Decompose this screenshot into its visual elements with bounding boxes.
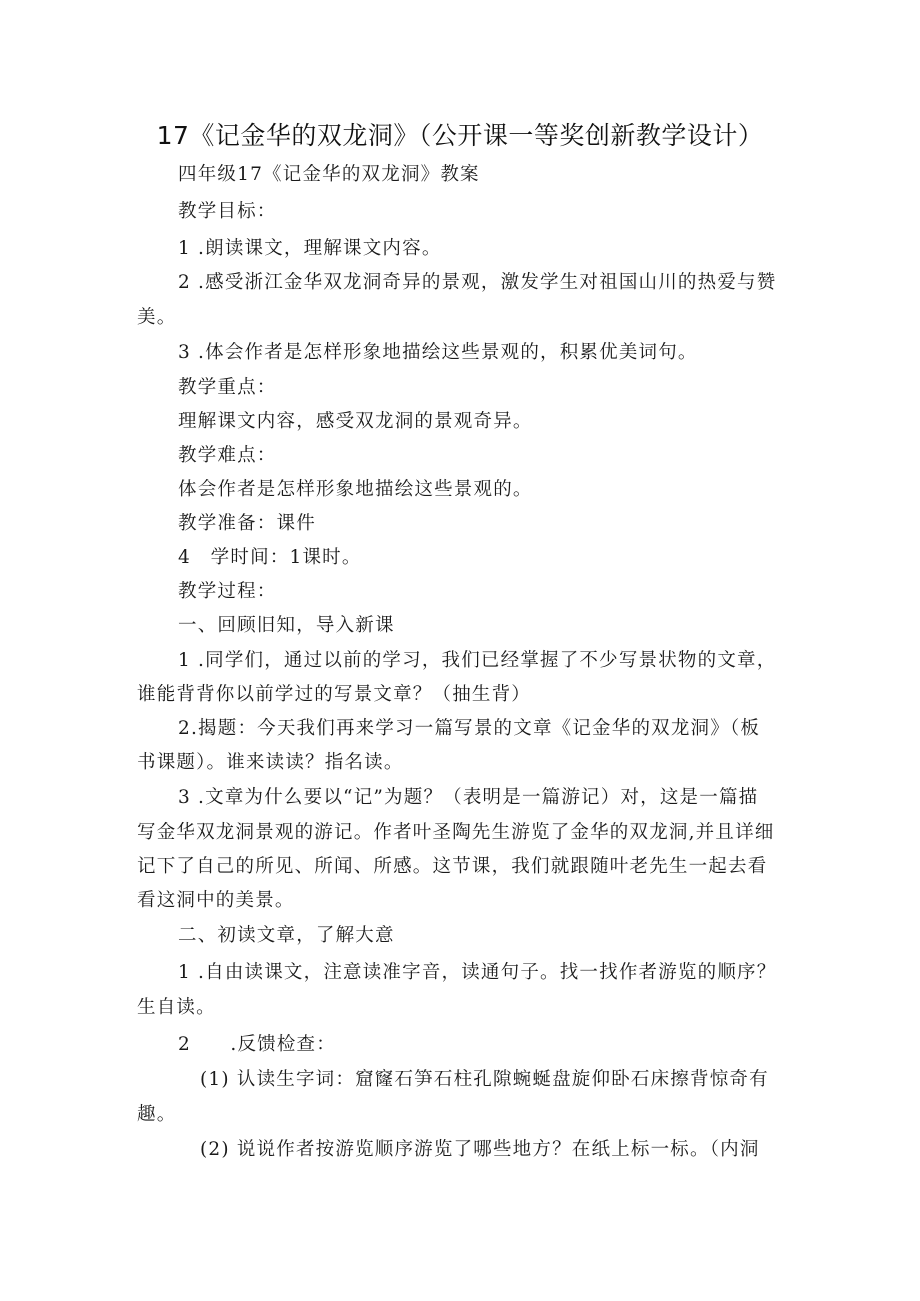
paragraph-line: 趣。 [137,1104,177,1125]
objective-2-cont: 美。 [137,307,177,328]
preparation-text: 教学准备：课件 [178,513,316,534]
paragraph-line: (2) 说说作者按游览顺序游览了哪些地方？在纸上标一标。（内洞 [200,1139,760,1160]
part-1-heading: 一、回顾旧知，导入新课 [178,615,395,636]
section-heading-objectives: 教学目标： [178,201,277,222]
time-text: 4 学时间：1课时。 [178,547,362,568]
paragraph-line: 3 .文章为什么要以“记”为题？（表明是一篇游记）对，这是一篇描 [178,787,759,808]
objective-2: 2 .感受浙江金华双龙洞奇异的景观，激发学生对祖国山川的热爱与赞 [178,272,777,293]
section-heading-difficulties: 教学难点： [178,445,277,466]
paragraph-line: 书课题）。谁来读读？指名读。 [137,752,404,773]
paragraph-line: 1 .自由读课文，注意读准字音，读通句子。找一找作者游览的顺序？ [178,962,777,983]
paragraph-line: 写金华双龙洞景观的游记。作者叶圣陶先生游览了金华的双龙洞,并且详细 [137,822,775,843]
paragraph-line: 谁能背背你以前学过的写景文章？（抽生背） [137,684,532,705]
difficulties-text: 体会作者是怎样形象地描绘这些景观的。 [178,479,533,500]
key-points-text: 理解课文内容，感受双龙洞的景观奇异。 [178,411,533,432]
paragraph-line: (1) 认读生字词：窟窿石笋石柱孔隙蜿蜒盘旋仰卧石床擦背惊奇有 [200,1069,769,1090]
paragraph-line: 2 .反馈检查： [178,1034,336,1055]
paragraph-line: 2.揭题：今天我们再来学习一篇写景的文章《记金华的双龙洞》（板 [178,718,761,739]
document-title: 17《记金华的双龙洞》（公开课一等奖创新教学设计） [156,121,764,150]
paragraph-line: 记下了自己的所见、所闻、所感。这节课，我们就跟随叶老先生一起去看 [137,856,768,877]
subtitle-line: 四年级17《记金华的双龙洞》教案 [178,164,480,185]
paragraph-line: 看这洞中的美景。 [137,890,295,911]
section-heading-key-points: 教学重点： [178,377,277,398]
paragraph-line: 生自读。 [137,997,216,1018]
section-heading-process: 教学过程： [178,581,277,602]
part-2-heading: 二、初读文章，了解大意 [178,925,395,946]
paragraph-line: 1 .同学们，通过以前的学习，我们已经掌握了不少写景状物的文章， [178,650,777,671]
objective-1: 1 .朗读课文，理解课文内容。 [178,238,442,259]
objective-3: 3 .体会作者是怎样形象地描绘这些景观的，积累优美词句。 [178,342,698,363]
